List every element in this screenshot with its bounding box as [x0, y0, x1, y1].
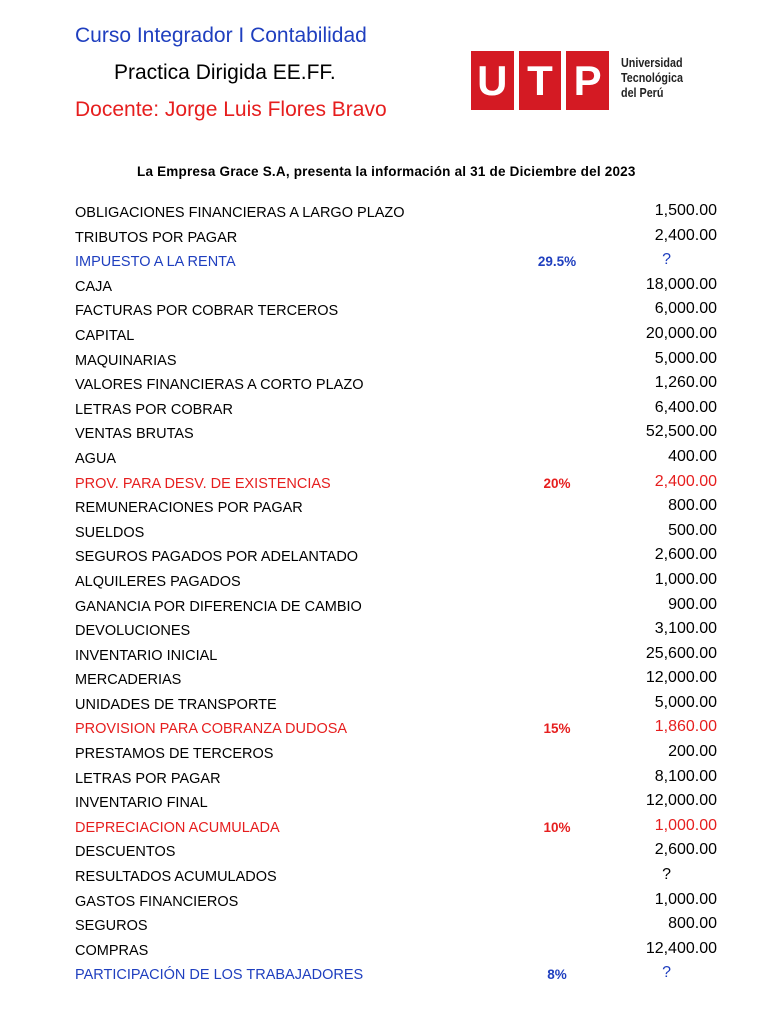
- account-amount: 6,400.00: [654, 398, 717, 416]
- account-amount: 25,600.00: [645, 644, 717, 662]
- account-amount: 2,400.00: [654, 472, 717, 490]
- account-amount: 1,500.00: [654, 202, 717, 219]
- account-row: [0, 939, 768, 964]
- account-label: REMUNERACIONES POR PAGAR: [75, 500, 303, 517]
- account-amount: 12,000.00: [645, 669, 717, 687]
- account-row: [0, 619, 768, 644]
- account-amount: ?: [662, 251, 671, 269]
- account-amount: 2,600.00: [654, 841, 717, 859]
- account-amount: 52,500.00: [645, 423, 717, 441]
- account-row: [0, 767, 768, 792]
- account-label: INVENTARIO INICIAL: [75, 647, 218, 664]
- account-row: [0, 890, 768, 915]
- account-rate: 10%: [543, 819, 571, 835]
- account-row: [0, 472, 768, 497]
- account-label: DEVOLUCIONES: [75, 623, 191, 640]
- account-label: GASTOS FINANCIEROS: [75, 893, 239, 910]
- account-amount: 3,100.00: [654, 620, 717, 638]
- account-amount: 500.00: [668, 521, 717, 539]
- account-amount: 1,000.00: [654, 570, 717, 588]
- account-amount: 6,000.00: [654, 300, 717, 318]
- account-amount: 800.00: [668, 915, 717, 933]
- account-label: VENTAS BRUTAS: [75, 426, 194, 443]
- account-label: PARTICIPACIÓN DE LOS TRABAJADORES: [75, 967, 364, 984]
- account-label: CAPITAL: [75, 327, 135, 344]
- account-label: AGUA: [75, 450, 117, 467]
- account-row: [0, 865, 768, 890]
- account-row: [0, 275, 768, 300]
- account-label: SEGUROS: [75, 918, 148, 935]
- account-label: MERCADERIAS: [75, 672, 182, 689]
- account-amount: 2,400.00: [654, 226, 717, 244]
- account-row: [0, 201, 768, 226]
- account-label: LETRAS POR PAGAR: [75, 770, 221, 787]
- account-label: GANANCIA POR DIFERENCIA DE CAMBIO: [75, 598, 362, 615]
- account-row: [0, 324, 768, 349]
- account-row: [0, 742, 768, 767]
- account-row: [0, 570, 768, 595]
- account-row: [0, 226, 768, 251]
- university-name: [621, 56, 683, 101]
- account-amount: 1,000.00: [654, 890, 717, 908]
- account-row: [0, 963, 768, 988]
- teacher-name: Docente: Jorge Luis Flores Bravo: [75, 98, 387, 121]
- account-row: [0, 693, 768, 718]
- account-row: [0, 644, 768, 669]
- account-row: [0, 545, 768, 570]
- account-rate: 15%: [543, 721, 571, 737]
- account-row: [0, 595, 768, 620]
- account-label: CAJA: [75, 278, 113, 295]
- account-amount: ?: [662, 964, 671, 982]
- account-label: COMPRAS: [75, 942, 149, 959]
- account-label: ALQUILERES PAGADOS: [75, 573, 241, 590]
- university-name-line: del Perú: [621, 86, 664, 100]
- account-amount: 2,600.00: [654, 546, 717, 564]
- account-label: DEPRECIACION ACUMULADA: [75, 819, 280, 836]
- course-title: Curso Integrador I Contabilidad: [75, 24, 367, 47]
- account-label: PROVISION PARA COBRANZA DUDOSA: [75, 721, 348, 738]
- account-amount: 1,260.00: [654, 374, 717, 392]
- account-label: DESCUENTOS: [75, 844, 176, 861]
- account-row: [0, 521, 768, 546]
- account-amount: 8,100.00: [654, 767, 717, 785]
- account-amount: 1,000.00: [654, 816, 717, 834]
- account-amount: 5,000.00: [654, 693, 717, 711]
- account-label: PROV. PARA DESV. DE EXISTENCIAS: [75, 475, 331, 492]
- account-row: [0, 250, 768, 275]
- account-amount: 12,000.00: [645, 792, 717, 810]
- account-label: FACTURAS POR COBRAR TERCEROS: [75, 303, 339, 320]
- university-name-line: Tecnológica: [621, 71, 683, 85]
- account-row: [0, 840, 768, 865]
- account-row: [0, 447, 768, 472]
- logo-letter-t: T: [527, 56, 553, 104]
- intro-statement: La Empresa Grace S.A, presenta la información al 31 de Diciembre del 2023: [137, 164, 636, 179]
- account-row: [0, 816, 768, 841]
- account-label: UNIDADES DE TRANSPORTE: [75, 696, 277, 713]
- practice-title: Practica Dirigida EE.FF.: [114, 61, 336, 84]
- account-amount: ?: [662, 866, 671, 884]
- account-row: [0, 668, 768, 693]
- account-row: [0, 299, 768, 324]
- logo-letter-u: U: [477, 56, 508, 104]
- account-amount: 18,000.00: [645, 275, 717, 293]
- account-label: SEGUROS PAGADOS POR ADELANTADO: [75, 549, 359, 566]
- account-row: [0, 373, 768, 398]
- account-row: [0, 398, 768, 423]
- account-rate: 8%: [547, 967, 567, 983]
- account-row: [0, 496, 768, 521]
- account-label: TRIBUTOS POR PAGAR: [75, 229, 238, 246]
- account-label: SUELDOS: [75, 524, 145, 541]
- account-label: MAQUINARIAS: [75, 352, 177, 369]
- account-amount: 800.00: [668, 497, 717, 515]
- account-row: [0, 717, 768, 742]
- accounts-list: [0, 201, 768, 988]
- account-label: RESULTADOS ACUMULADOS: [75, 869, 277, 886]
- account-amount: 12,400.00: [645, 939, 717, 957]
- account-label: VALORES FINANCIERAS A CORTO PLAZO: [75, 377, 364, 394]
- account-label: IMPUESTO A LA RENTA: [75, 254, 236, 271]
- university-name-line: Universidad: [621, 56, 683, 70]
- account-row: [0, 914, 768, 939]
- logo-letter-p: P: [573, 56, 602, 104]
- account-amount: 1,860.00: [654, 718, 717, 736]
- account-rate: 29.5%: [537, 254, 577, 270]
- account-amount: 20,000.00: [645, 324, 717, 342]
- account-amount: 400.00: [668, 447, 717, 465]
- account-row: [0, 349, 768, 374]
- account-amount: 900.00: [668, 595, 717, 613]
- account-amount: 5,000.00: [654, 349, 717, 367]
- account-amount: 200.00: [668, 743, 717, 761]
- account-label: PRESTAMOS DE TERCEROS: [75, 746, 274, 763]
- account-label: LETRAS POR COBRAR: [75, 401, 233, 418]
- utp-logo: [471, 51, 701, 111]
- utp-logo-mark: [471, 51, 609, 110]
- account-label: OBLIGACIONES FINANCIERAS A LARGO PLAZO: [75, 205, 405, 221]
- account-label: INVENTARIO FINAL: [75, 795, 208, 812]
- account-row: [0, 791, 768, 816]
- account-row: [0, 422, 768, 447]
- account-rate: 20%: [543, 475, 571, 491]
